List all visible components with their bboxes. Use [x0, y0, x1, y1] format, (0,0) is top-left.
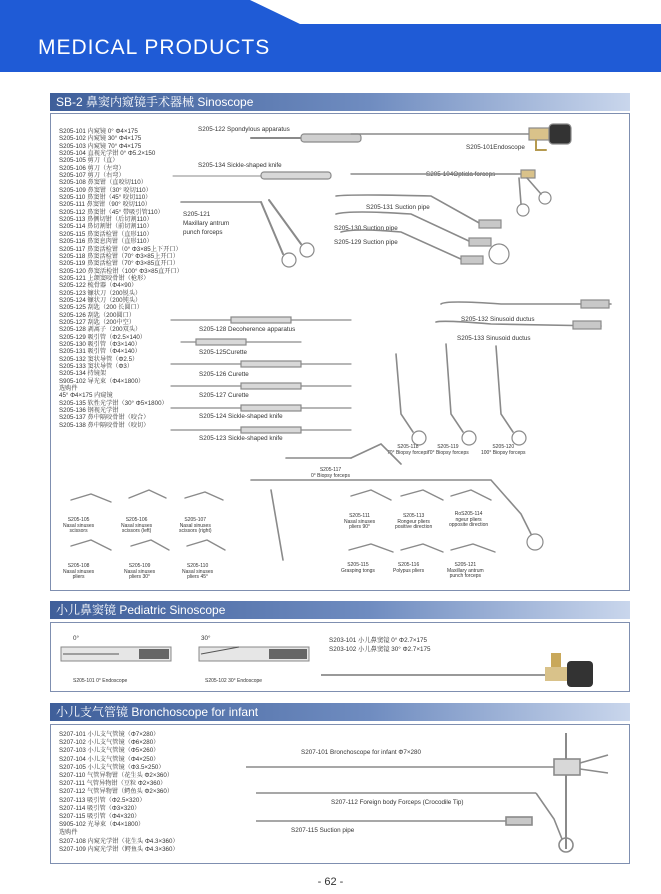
list-item: S205-136 钢视光学钳	[59, 407, 119, 415]
list-item: 45° Φ4×175 内窥镜	[59, 392, 113, 400]
caption-s205-113: S205-113 Rongeur pliers positive direction	[395, 513, 433, 531]
label-s205-134: S205-134 Sickle-shaped knife	[198, 162, 282, 169]
label-s205-121-desc2: punch forceps	[183, 229, 223, 236]
label-s205-129: S205-129 Suction pipe	[334, 239, 398, 246]
label-s205-133: S205-133 Sinusoid ductus	[457, 335, 531, 342]
label-s205-121-desc: Maxillary antrum	[183, 220, 230, 227]
list-item: S207-111 气管异物钳（豆粒 Φ2×360）	[59, 780, 167, 788]
angle-30-label: 30°	[201, 635, 211, 642]
list-item: S205-133 窦状导管（Φ3）	[59, 363, 134, 370]
page-number: - 62 -	[317, 876, 344, 888]
list-item: S905-102 光导束（Φ4×1800）	[59, 821, 145, 829]
list-item: S207-101 小儿支气管镜（Φ7×280）	[59, 731, 160, 738]
list-item: S205-117 鼻窦活检钳（0° Φ3×85上下开口）	[59, 245, 182, 253]
list-item: S207-110 气管异物钳（花生头 Φ2×360）	[59, 772, 174, 780]
list-item: S205-135 软性光学钳（30° Φ5×1800）	[59, 399, 168, 407]
label-s205-123: S205-123 Sickle-shaped knife	[199, 435, 283, 442]
list-item: S205-102 内窥镜 30° Φ4×175	[59, 135, 142, 143]
pediatric-panel	[50, 622, 630, 692]
list-item: S205-105 剪刀（直）	[59, 157, 119, 165]
broncho-list	[59, 731, 179, 854]
caption-s205-117: S205-117 0° Biopsy forceps	[311, 467, 350, 479]
list-item: S205-138 鼻中隔咬骨钳（咬切）	[59, 421, 150, 429]
list-item: S205-108 鼻窦钳（直咬切110）	[59, 179, 147, 187]
list-item: S205-131 吸引管（Φ4×140）	[59, 348, 141, 356]
list-item: S207-115 吸引管（Φ4×320）	[59, 813, 141, 821]
list-item: S205-128 剥离子（200双头）	[59, 326, 142, 334]
list-item: S205-123 镰状刀（200锐头）	[59, 289, 142, 297]
list-item: S205-130 吸引管（Φ3×140）	[59, 340, 141, 348]
list-item: S205-122 梳骨器（Φ4×90）	[59, 282, 138, 290]
caption-s205-116: S205-116 Polypus pliers	[393, 562, 425, 574]
caption-s205-107: S205-107 Nasal sinuses scissors (right)	[179, 517, 212, 535]
list-item: S205-118 鼻窦活检钳（70° Φ3×85上开口）	[59, 252, 179, 260]
list-item: S205-111 鼻窦钳（90° 咬切110）	[59, 201, 151, 209]
angle-0-label: 0°	[73, 635, 80, 642]
list-item: S205-137 鼻中隔咬骨钳（咬合）	[59, 414, 150, 422]
caption-s205-120: S205-120 100° Biopsy forceps	[481, 444, 526, 456]
list-item: S205-125 刮匙（200 长圆口）	[59, 304, 143, 312]
list-item: S205-107 剪刀（右弯）	[59, 172, 125, 180]
caption-s205-115: S205-115 Grasping tongs	[341, 562, 375, 574]
list-item: S205-116 鼻窦息肉钳（直形110）	[59, 238, 153, 246]
list-item: 选购件	[59, 385, 78, 393]
label-s205-132: S205-132 Sinusoid ductus	[461, 316, 535, 323]
list-item: S205-119 鼻窦活检钳（70° Φ3×85直开口）	[59, 260, 179, 268]
broncho-panel	[50, 724, 630, 864]
caption-s205-105: S205-105 Nasal sinuses scissors	[63, 517, 95, 535]
list-item: S205-106 剪刀（左弯）	[59, 164, 125, 172]
label-s205-122: S205-122 Spondylous apparatus	[198, 126, 290, 133]
list-item: S205-121 上颌窦咬骨钳（枪形）	[59, 274, 150, 282]
section-pediatric-title: 小儿鼻窦镜 Pediatric Sinoscope	[50, 601, 630, 619]
list-item: S207-114 吸引管（Φ3×320）	[59, 804, 141, 812]
section-sinoscope-title: SB-2 鼻窦内窥镜手术器械 Sinoscope	[50, 93, 630, 111]
list-item: S207-113 吸引管（Φ2.5×320）	[59, 796, 146, 804]
list-item: S207-109 内窥光学钳（鳄鱼头 Φ4.3×360）	[59, 845, 179, 853]
label-s205-121: S205-121	[183, 211, 211, 218]
list-item: S205-103 内窥镜 70° Φ4×175	[59, 142, 142, 150]
label-s205-126: S205-126 Curette	[199, 371, 249, 378]
label-s205-101: S205-101Endoscope	[466, 144, 525, 151]
list-item: S205-127 刮匙（200中空）	[59, 318, 136, 326]
list-item: S205-112 鼻窦钳（45° 带吸引管110）	[59, 208, 164, 216]
label-s205-131: S205-131 Suction pipe	[366, 204, 430, 211]
list-item: 选购件	[59, 829, 78, 837]
list-item: S205-132 窦状导管（Φ2.5）	[59, 355, 139, 363]
label-s205-127: S205-127 Curette	[199, 392, 249, 399]
list-item: S207-108 内窥光学钳（花生头 Φ4.3×360）	[59, 837, 179, 845]
caption-s205-119: S205-119 70° Biopsy forceps	[427, 444, 469, 456]
label-s205-130: S205-130 Suction pipe	[334, 225, 398, 232]
label-s205-104: S205-104Opticla forceps	[426, 171, 496, 178]
list-item: S205-134 持镜架	[59, 370, 107, 378]
list-item: S205-104 直视光学钳 0° Φ5.2×150	[59, 150, 156, 158]
caption-s205-108: S205-108 Nasal sinuses pliers	[63, 563, 95, 581]
label-s207-115: S207-115 Suction pipe	[291, 827, 355, 834]
banner-title: MEDICAL PRODUCTS	[38, 36, 271, 59]
header-banner	[0, 0, 661, 72]
label-s205-128: S205-128 Decoherence apparatus	[199, 326, 296, 333]
endoscope-tips-illustration	[59, 631, 319, 681]
list-item: S205-120 鼻窦活检钳（100° Φ3×85直开口）	[59, 267, 183, 275]
caption-s205-110: S205-110 Nasal sinuses pliers 45°	[182, 563, 214, 581]
caption-s205-102-endoscope: S205-102 30° Endoscope	[205, 678, 263, 684]
list-item: S207-105 小儿支气管镜（Φ3.5×250）	[59, 763, 165, 771]
caption-s205-111: S205-111 Nasal sinuses pliers 90°	[344, 513, 376, 531]
pediatric-endoscope-illustration	[319, 651, 619, 689]
bronchoscope-illustration	[236, 729, 626, 863]
pediatric-item-2: S203-102 小儿鼻窦镜 30° Φ2.7×175	[329, 646, 431, 653]
section-broncho-title: 小儿支气管镜 Bronchoscope for infant	[50, 703, 630, 721]
label-s207-101: S207-101 Bronchoscope for infant Φ7×280	[301, 749, 422, 756]
list-item: S205-115 鼻窦活检钳（直形110）	[59, 230, 153, 238]
caption-s205-106: S205-106 Nasal sinuses scissors (left)	[121, 517, 153, 535]
list-item: S207-112 气管异物钳（鳄鱼头 Φ2×360）	[59, 788, 174, 796]
list-item: S205-110 鼻窦钳（45° 咬切110）	[59, 194, 152, 202]
list-item: S205-101 内窥镜 0° Φ4×175	[59, 128, 138, 135]
list-item: S205-129 吸引管（Φ2.5×140）	[59, 333, 146, 341]
sinoscope-instruments-illustration	[51, 114, 629, 590]
list-item: S207-102 小儿支气管镜（Φ6×280）	[59, 739, 160, 747]
list-item: S205-109 鼻窦钳（30° 咬切110）	[59, 186, 152, 194]
list-item: S207-104 小儿支气管镜（Φ4×250）	[59, 755, 160, 763]
caption-s205-121b: S205-121 Maxillary antrum punch forceps	[447, 562, 484, 580]
list-item: S205-113 鼻侧切钳（后切割110）	[59, 216, 153, 224]
list-item: S205-114 鼻切割钳（前切割110）	[59, 223, 153, 231]
label-s207-112: S207-112 Foreign body Forceps (Crocodile Tip)	[331, 799, 464, 806]
list-item: S205-124 镰状刀（200钝头）	[59, 296, 142, 304]
label-s205-124: S205-124 Sickle-shaped knife	[199, 413, 283, 420]
list-item: S205-126 刮匙（200圆口）	[59, 311, 136, 319]
caption-s205-109: S205-109 Nasal sinuses pliers 30°	[124, 563, 156, 581]
list-item: S905-102 导光束（Φ4×1800）	[59, 377, 145, 385]
label-s205-125: S205-125Curette	[199, 349, 247, 356]
caption-s205-101-endoscope: S205-101 0° Endoscope	[73, 678, 128, 684]
list-item: S207-103 小儿支气管镜（Φ5×260）	[59, 747, 160, 755]
pediatric-item-1: S203-101 小儿鼻窦镜 0° Φ2.7×175	[329, 637, 428, 644]
caption-s205-114: RoS205-114 ngeur pliers opposite direction	[449, 511, 489, 529]
caption-s205-118: S205-118 70° Biopsy forceps	[387, 444, 429, 456]
sinoscope-panel	[50, 113, 630, 591]
